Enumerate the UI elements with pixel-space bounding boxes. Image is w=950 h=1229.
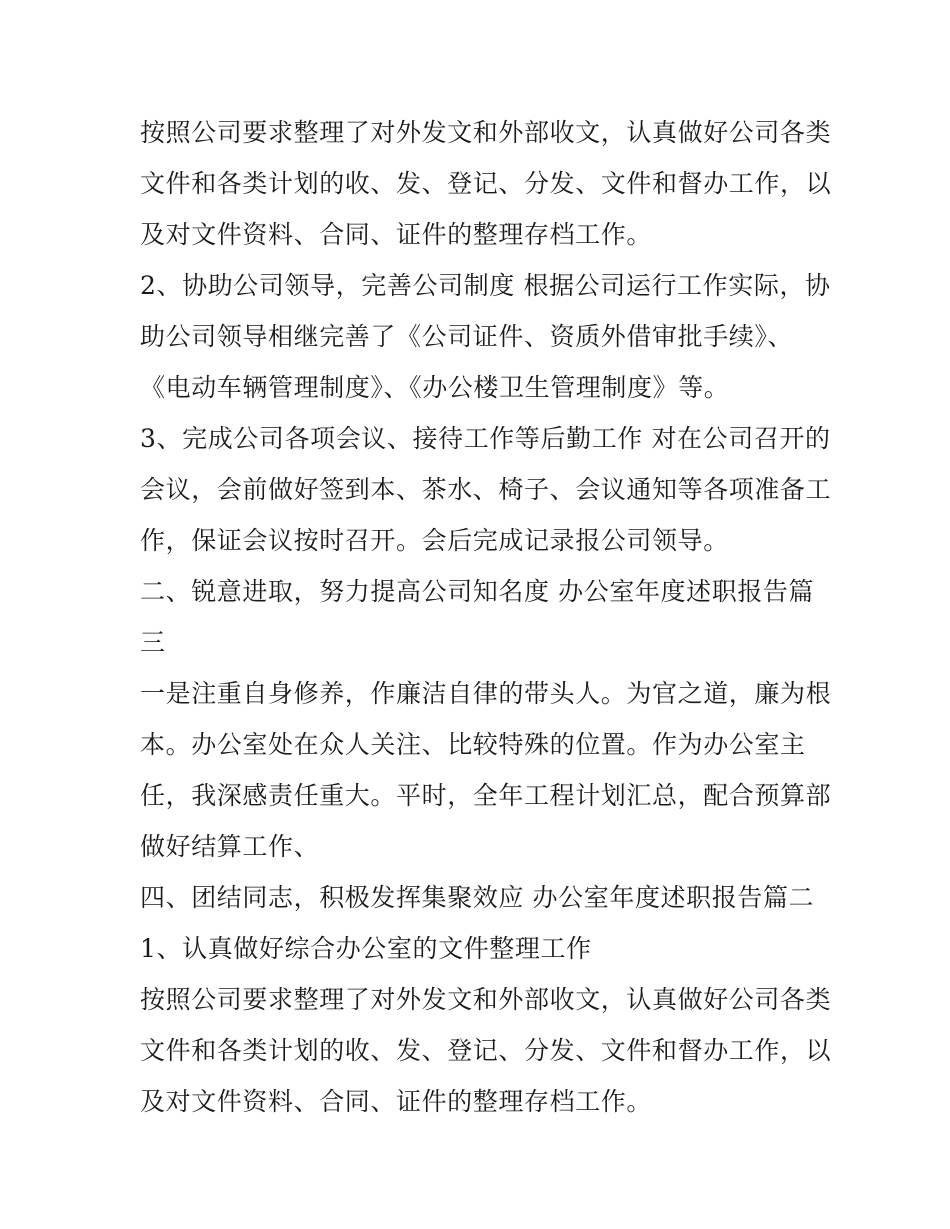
subsection-heading: 1、认真做好综合办公室的文件整理工作	[140, 934, 592, 963]
text-line: 一是注重自身修养，作廉洁自律的带头人。为官之道，廉为根	[140, 679, 832, 708]
section-heading-continuation: 三	[140, 628, 166, 657]
text-line: 本。办公室处在众人关注、比较特殊的位置。作为办公室主	[140, 730, 806, 759]
text-line: 按照公司要求整理了对外发文和外部收文，认真做好公司各类	[140, 118, 832, 147]
text-line: 做好结算工作、	[140, 832, 320, 861]
text-line: 按照公司要求整理了对外发文和外部收文，认真做好公司各类	[140, 985, 832, 1014]
text-line: 作，保证会议按时召开。会后完成记录报公司领导。	[140, 526, 729, 555]
text-line: 及对文件资料、合同、证件的整理存档工作。	[140, 1087, 653, 1116]
text-line: 助公司领导相继完善了《公司证件、资质外借审批手续》、	[140, 322, 794, 351]
text-line: 2、协助公司领导，完善公司制度 根据公司运行工作实际，协	[140, 271, 831, 300]
section-heading: 四、团结同志，积极发挥集聚效应 办公室年度述职报告篇二	[140, 883, 815, 912]
text-line: 3、完成公司各项会议、接待工作等后勤工作 对在公司召开的	[140, 424, 831, 453]
document-body	[140, 107, 832, 1127]
section-heading: 二、锐意进取，努力提高公司知名度 办公室年度述职报告篇	[140, 577, 815, 606]
text-line: 文件和各类计划的收、发、登记、分发、文件和督办工作，以	[140, 1036, 832, 1065]
text-line: 文件和各类计划的收、发、登记、分发、文件和督办工作，以	[140, 169, 832, 198]
text-line: 及对文件资料、合同、证件的整理存档工作。	[140, 220, 653, 249]
text-line: 任，我深感责任重大。平时，全年工程计划汇总，配合预算部	[140, 781, 832, 810]
text-line: 会议，会前做好签到本、茶水、椅子、会议通知等各项准备工	[140, 475, 832, 504]
text-line: 《电动车辆管理制度》、《办公楼卫生管理制度》等。	[140, 373, 730, 402]
